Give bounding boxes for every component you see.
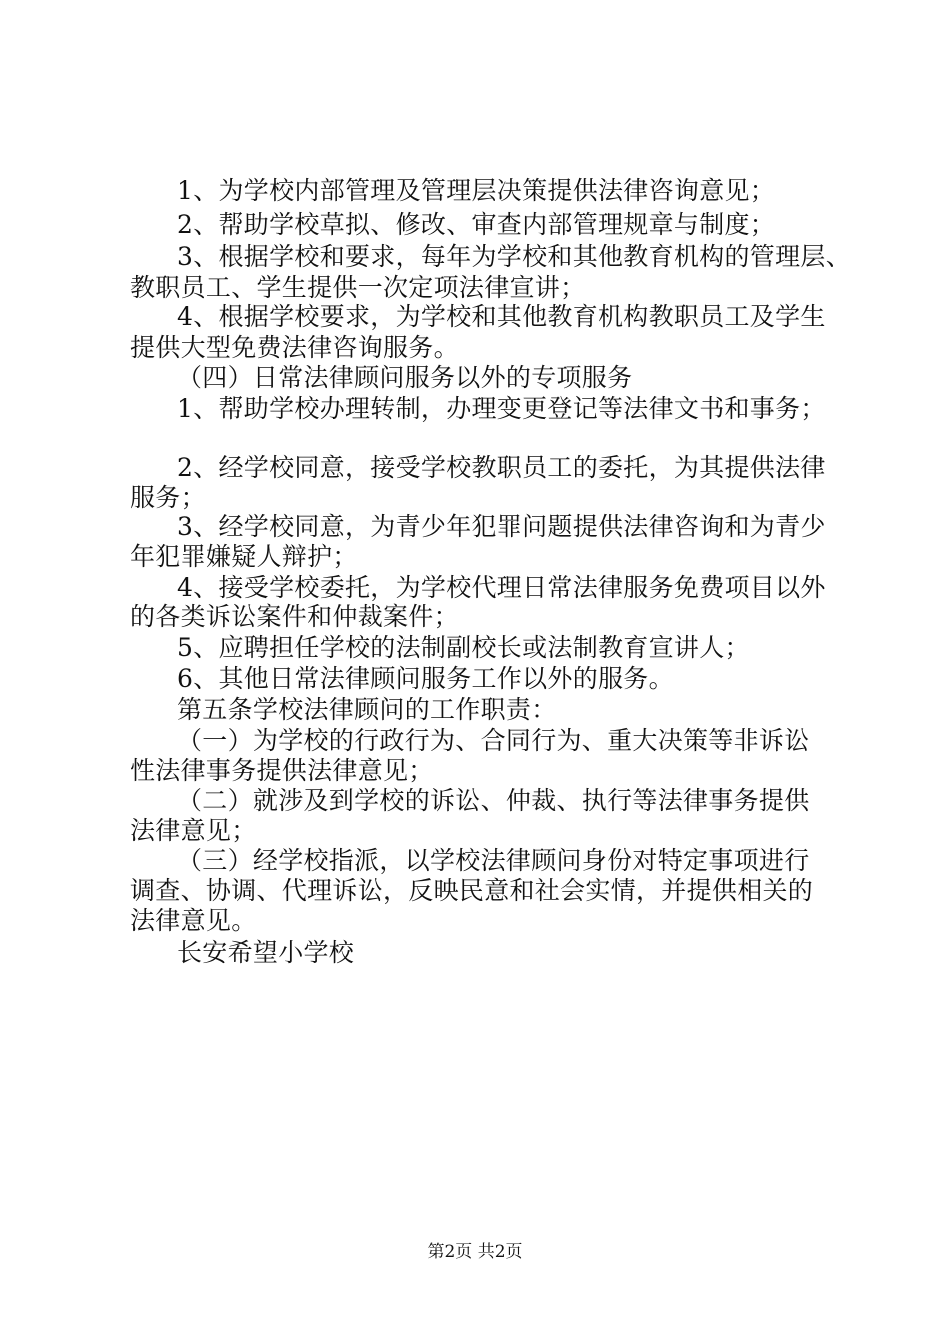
item-4-continuation: 提供大型免费法律咨询服务。 xyxy=(130,333,459,362)
special-item-4-continuation: 的各类诉讼案件和仲裁案件； xyxy=(130,602,459,631)
special-item-3-line: 3、经学校同意，为青少年犯罪问题提供法律咨询和为青少 xyxy=(177,512,826,541)
duty-three-continuation-1: 调查、协调、代理诉讼，反映民意和社会实情，并提供相关的 xyxy=(130,876,814,905)
duty-three-continuation-2: 法律意见。 xyxy=(130,906,257,935)
page-footer: 第2页 共2页 xyxy=(427,1242,523,1262)
item-2-line: 2、帮助学校草拟、修改、审查内部管理规章与制度； xyxy=(177,210,776,239)
item-1-line: 1、为学校内部管理及管理层决策提供法律咨询意见； xyxy=(177,176,776,205)
duty-one-line: （一）为学校的行政行为、合同行为、重大决策等非诉讼 xyxy=(177,726,810,755)
article-five-heading: 第五条学校法律顾问的工作职责： xyxy=(177,695,557,724)
special-item-2-continuation: 服务； xyxy=(130,483,206,512)
school-name: 长安希望小学校 xyxy=(177,938,355,967)
duty-two-continuation: 法律意见； xyxy=(130,816,257,845)
duty-two-line: （二）就涉及到学校的诉讼、仲裁、执行等法律事务提供 xyxy=(177,786,810,815)
duty-three-line: （三）经学校指派，以学校法律顾问身份对特定事项进行 xyxy=(177,846,810,875)
item-3-line: 3、根据学校和要求，每年为学校和其他教育机构的管理层、 xyxy=(177,242,852,271)
item-3-continuation: 教职员工、学生提供一次定项法律宣讲； xyxy=(130,273,586,302)
special-item-1-line: 1、帮助学校办理转制，办理变更登记等法律文书和事务； xyxy=(177,394,826,423)
duty-one-continuation: 性法律事务提供法律意见； xyxy=(130,756,434,785)
special-item-3-continuation: 年犯罪嫌疑人辩护； xyxy=(130,542,358,571)
special-item-4-line: 4、接受学校委托，为学校代理日常法律服务免费项目以外 xyxy=(177,573,826,602)
section-four-heading: （四）日常法律顾问服务以外的专项服务 xyxy=(177,363,633,392)
item-4-line: 4、根据学校要求，为学校和其他教育机构教职员工及学生 xyxy=(177,302,826,331)
special-item-5-line: 5、应聘担任学校的法制副校长或法制教育宣讲人； xyxy=(177,633,750,662)
special-item-6-line: 6、其他日常法律顾问服务工作以外的服务。 xyxy=(177,664,674,693)
special-item-2-line: 2、经学校同意，接受学校教职员工的委托，为其提供法律 xyxy=(177,453,826,482)
